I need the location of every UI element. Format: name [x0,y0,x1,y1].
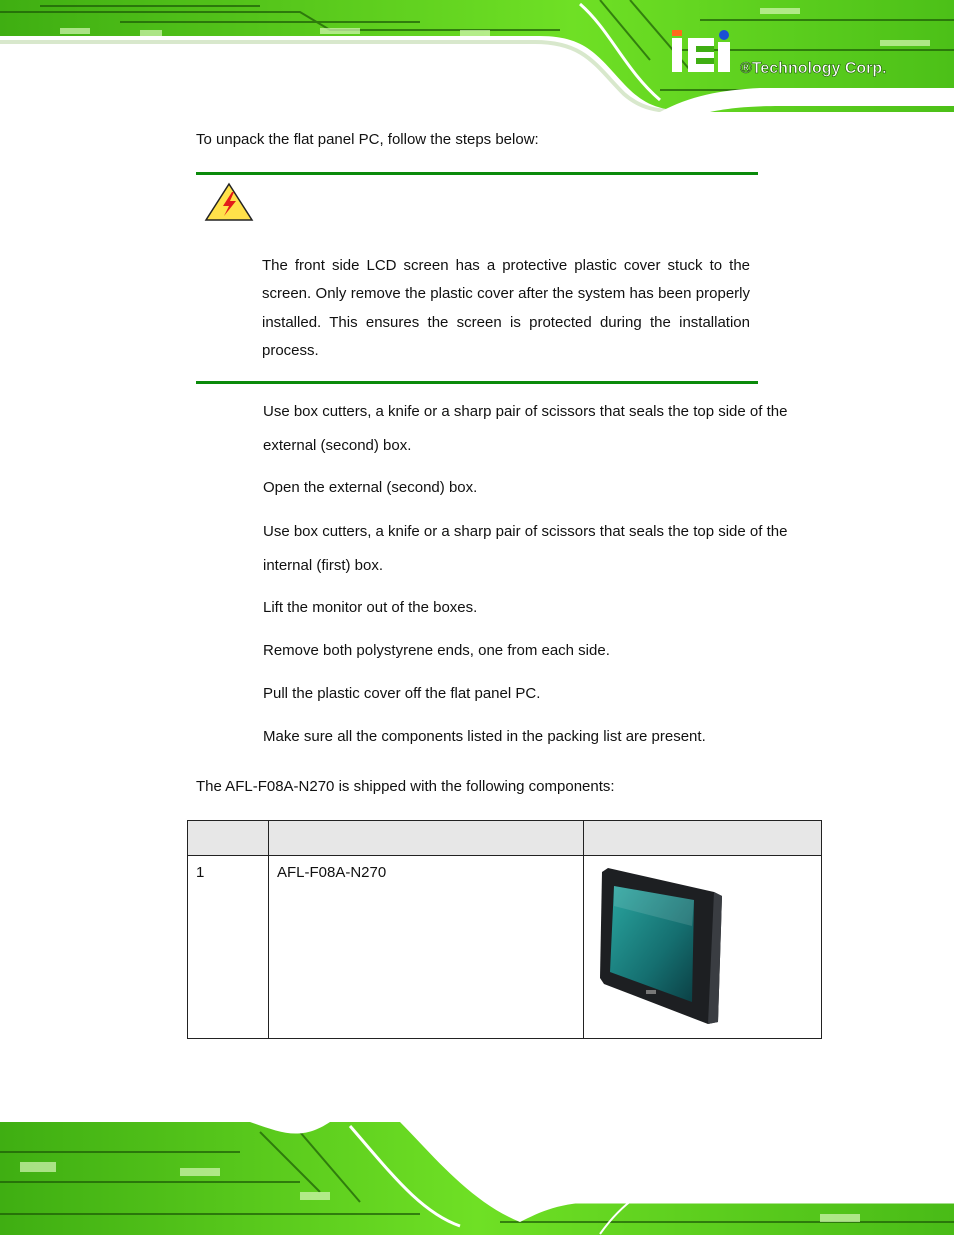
table-header-cell [188,821,269,856]
warning-message: The front side LCD screen has a protective plastic cover stuck to the screen. Only remove the plastic cover after the system has been properly installed. This ensures the screen is protected during the installation process. [262,257,750,359]
step-item: Use box cutters, a knife or a sharp pair of scissors that seals the top side of the internal (first) box. [263,523,788,574]
warning-top-rule [196,172,758,175]
circuit-board-footer-graphic [0,1122,954,1235]
table-row [188,856,822,1039]
step-item: Use box cutters, a knife or a sharp pair of scissors that seals the top side of the external (second) box. [263,403,788,454]
item-cell: AFL-F08A-N270 [269,856,584,1039]
step-item: Pull the plastic cover off the flat panel PC. [263,685,541,702]
intro-text: To unpack the flat panel PC, follow the steps below: [196,131,539,148]
table-header-row [188,821,822,856]
step-item: Open the external (second) box. [263,479,478,496]
page-footer [0,1122,954,1235]
image-cell [584,856,822,1039]
circuit-board-header-graphic [0,0,954,112]
shipped-components-text: The AFL-F08A-N270 is shipped with the following components: [196,778,615,795]
packing-list-table [187,820,822,1039]
table-header-cell [584,821,822,856]
step-item: Make sure all the components listed in the packing list are present. [263,728,706,745]
quantity-cell: 1 [188,856,269,1039]
warning-lightning-icon [204,182,254,222]
table-header-cell [269,821,584,856]
flat-panel-pc-photo [596,866,726,1024]
warning-bottom-rule [196,381,758,384]
brand-text: ®Technology Corp. [740,60,887,77]
step-item: Lift the monitor out of the boxes. [263,599,478,616]
page-header [0,0,954,112]
step-item: Remove both polystyrene ends, one from each side. [263,642,610,659]
